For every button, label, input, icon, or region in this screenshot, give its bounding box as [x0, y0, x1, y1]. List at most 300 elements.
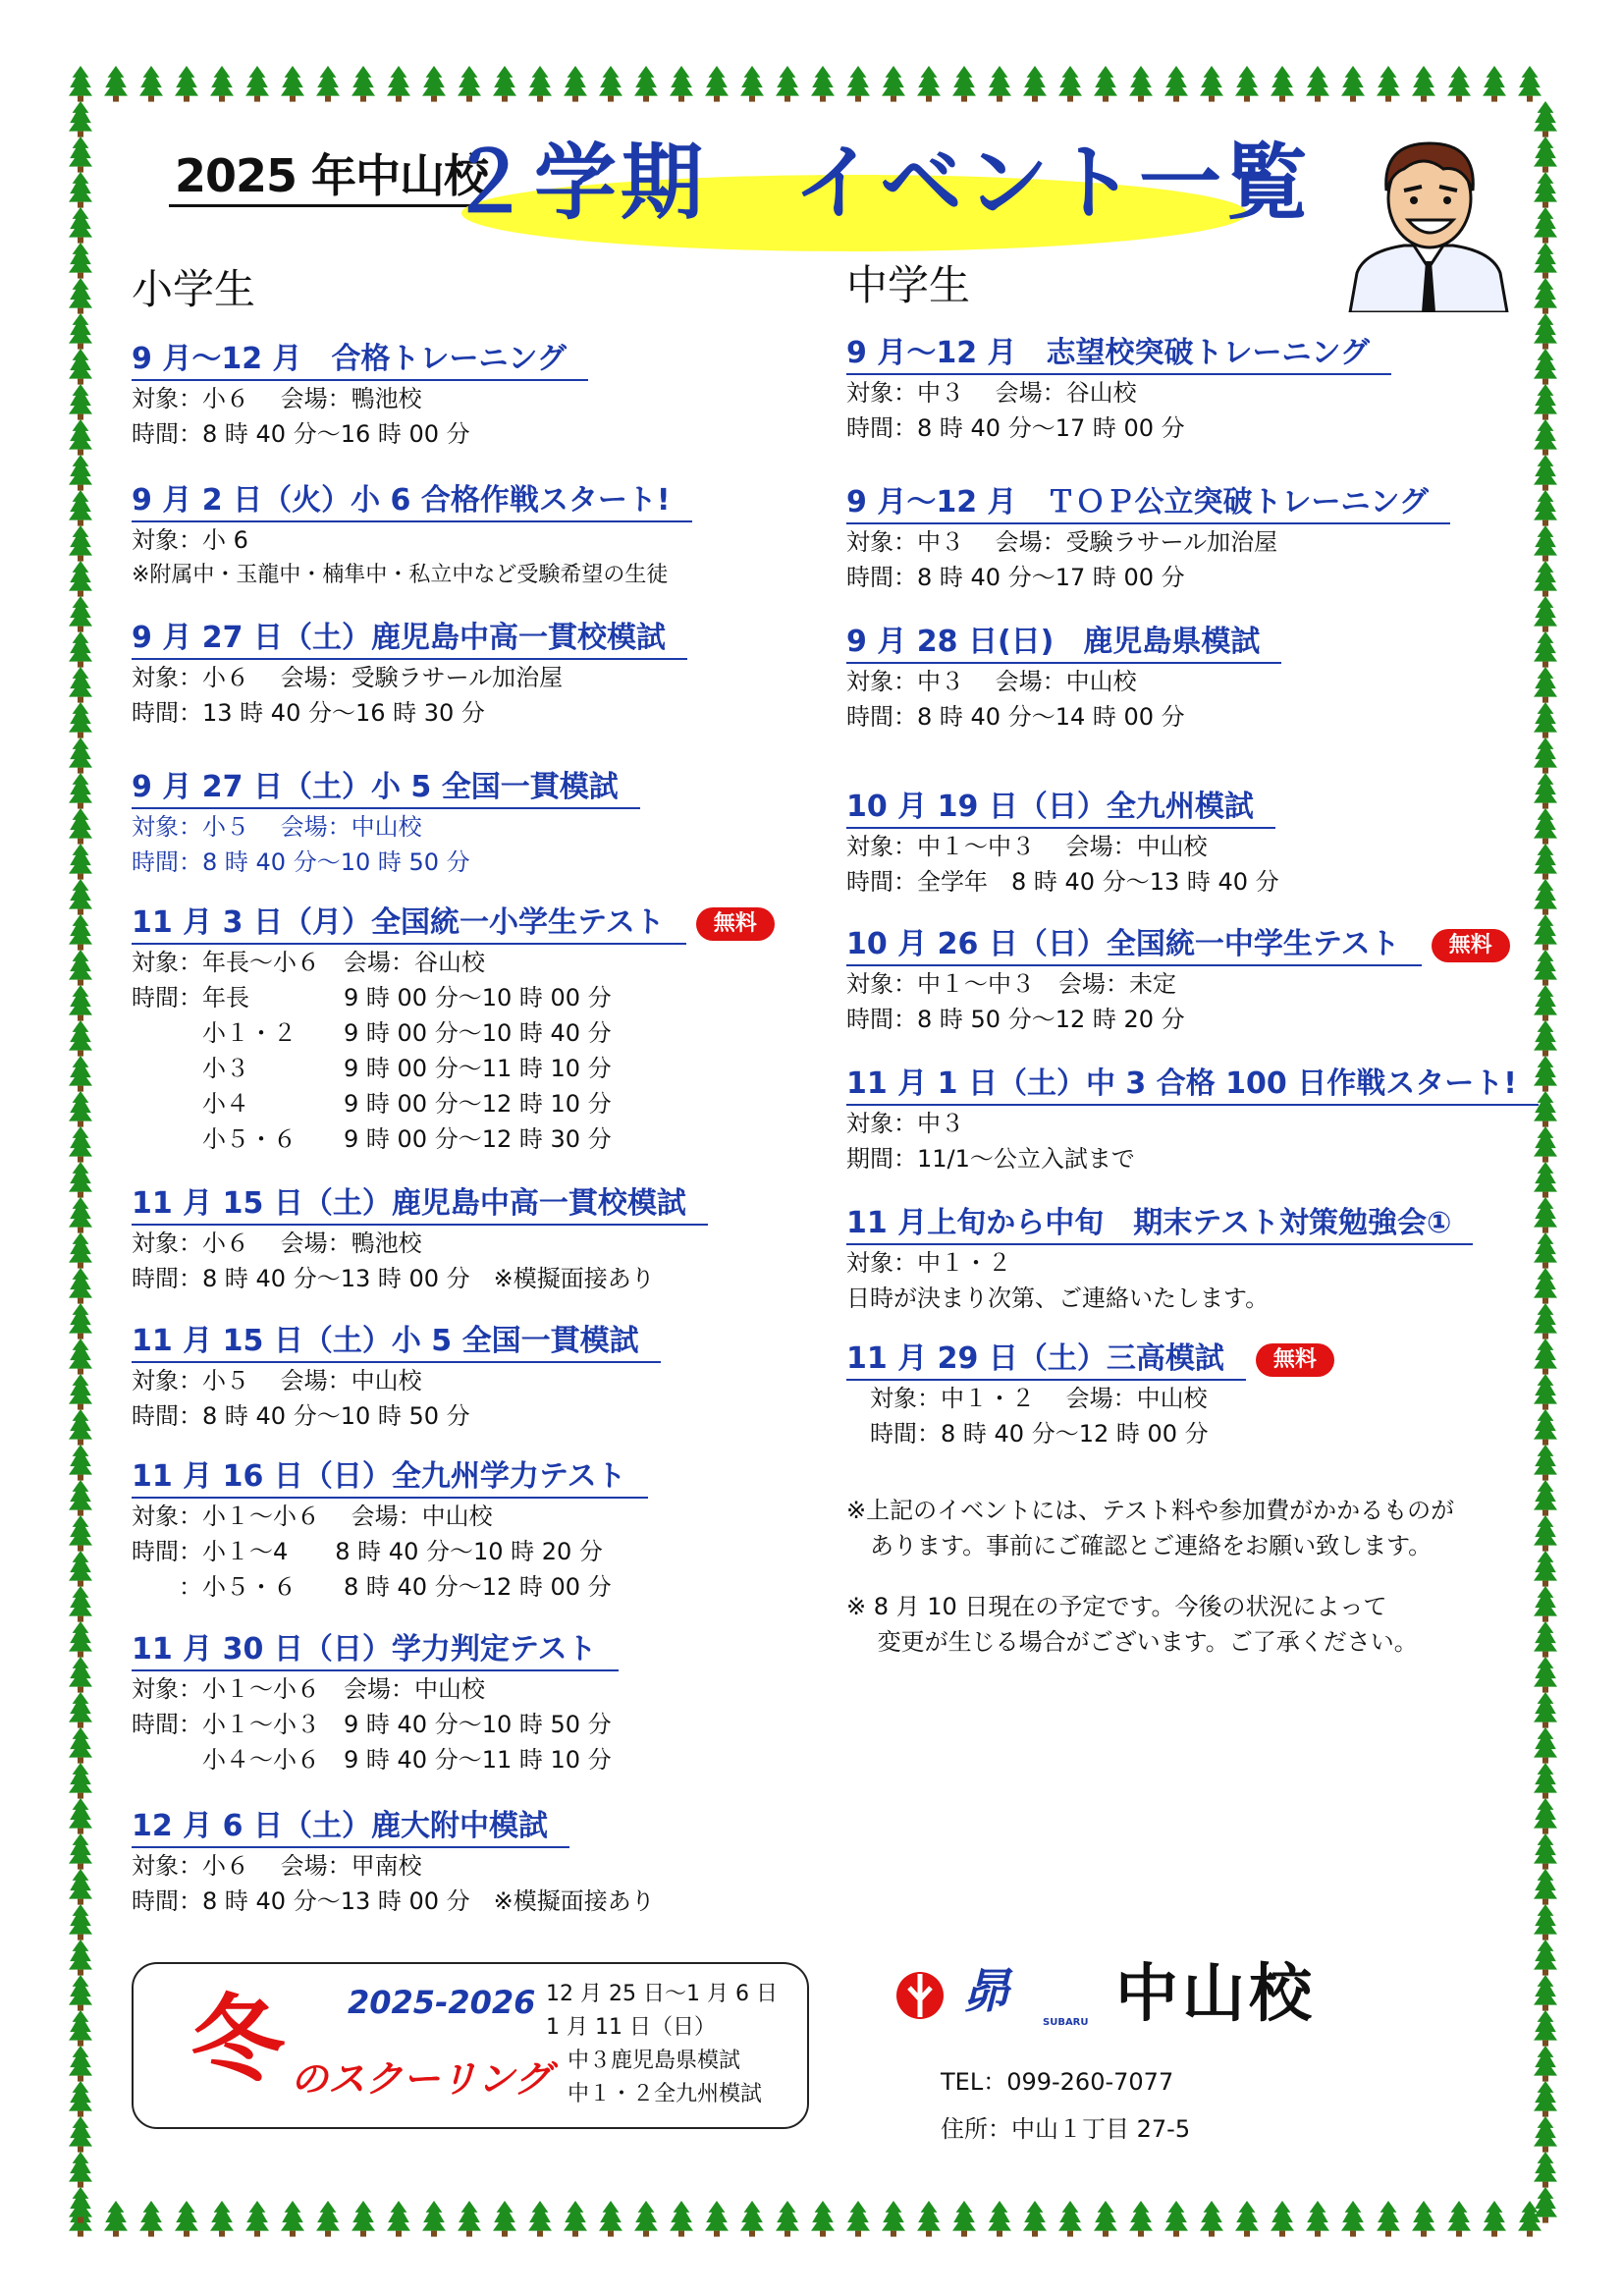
note-line: ※ 8 月 10 日現在の予定です。今後の状況によって — [846, 1593, 1387, 1620]
middle-school-heading: 中学生 — [846, 261, 971, 309]
event-detail: 対象：小６ 会場：鴨池校 — [132, 385, 422, 412]
tree-trunk — [78, 1051, 83, 1057]
tree-trunk — [678, 96, 684, 102]
tree-icon — [1534, 1445, 1557, 1475]
tree-trunk — [997, 2231, 1002, 2237]
tree-trunk — [113, 2231, 119, 2237]
winter-line: 1 月 11 日（日） — [546, 2015, 716, 2040]
tree-trunk — [714, 2231, 720, 2237]
tree-icon — [69, 172, 92, 202]
tree-trunk — [1067, 96, 1073, 102]
tree-trunk — [148, 96, 154, 102]
tree-icon — [316, 66, 340, 96]
tree-icon — [104, 2201, 128, 2231]
tree-trunk — [1542, 1298, 1548, 1304]
tree-trunk — [219, 2231, 225, 2237]
free-badge: 無料 — [696, 907, 775, 941]
tree-icon — [69, 1126, 92, 1157]
tree-icon — [1534, 419, 1557, 450]
tree-icon — [69, 1551, 92, 1581]
event-item — [132, 1457, 648, 1605]
tree-icon — [705, 2201, 729, 2231]
tree-trunk — [78, 980, 83, 986]
event-detail: 期間：11/1～公立入試まで — [846, 1145, 1135, 1173]
tree-icon — [670, 66, 693, 96]
event-detail: 対象：小５ 会場：中山校 — [132, 1367, 422, 1394]
event-item — [846, 1204, 1473, 1316]
event-detail: 時間：8 時 40 分～10 時 50 分 — [132, 848, 470, 876]
tree-trunk — [1315, 96, 1321, 102]
event-item — [846, 334, 1391, 446]
tree-icon — [69, 1056, 92, 1086]
tree-icon — [564, 66, 587, 96]
event-title: 12 月 6 日（土）鹿大附中模試 — [132, 1807, 569, 1848]
tree-trunk — [1542, 414, 1548, 420]
tree-icon — [776, 2201, 799, 2231]
tree-trunk — [78, 1970, 83, 1976]
brand-name: 昴 — [962, 1964, 1010, 2019]
tree-icon — [1483, 2201, 1506, 2231]
tree-icon — [811, 66, 835, 96]
event-detail: ：小５・６ 8 時 40 分～12 時 00 分 — [132, 1573, 612, 1601]
tree-icon — [1534, 2187, 1557, 2217]
tree-icon — [1534, 985, 1557, 1015]
tree-trunk — [254, 96, 260, 102]
tree-trunk — [1542, 2041, 1548, 2047]
tree-icon — [1412, 66, 1435, 96]
tree-icon — [1534, 2116, 1557, 2147]
tree-icon — [1094, 2201, 1117, 2231]
tree-icon — [1534, 1374, 1557, 1404]
event-detail: 対象：年長～小６ 会場：谷山校 — [132, 949, 485, 976]
tree-trunk — [1542, 202, 1548, 208]
notice-fees — [846, 1493, 1454, 1563]
tree-icon — [69, 1975, 92, 2005]
tree-trunk — [78, 238, 83, 244]
tree-icon — [352, 2201, 375, 2231]
tree-trunk — [1244, 96, 1250, 102]
tree-icon — [69, 1621, 92, 1652]
event-detail: 対象：小１～小６ 会場：中山校 — [132, 1503, 493, 1530]
tree-icon — [69, 455, 92, 485]
tree-icon — [69, 2081, 92, 2111]
tree-icon — [69, 137, 92, 167]
tree-trunk — [1209, 2231, 1215, 2237]
tree-icon — [210, 2201, 234, 2231]
tree-icon — [422, 66, 446, 96]
tree-icon — [69, 525, 92, 556]
tree-trunk — [1542, 450, 1548, 456]
tree-trunk — [608, 2231, 614, 2237]
event-detail: 対象：小６ 会場：受験ラサール加治屋 — [132, 664, 564, 691]
tree-trunk — [78, 520, 83, 526]
tree-trunk — [1542, 167, 1548, 173]
tree-icon — [1534, 667, 1557, 697]
tree-trunk — [78, 1793, 83, 1799]
event-item — [132, 340, 588, 452]
tree-icon — [1534, 596, 1557, 627]
tree-trunk — [360, 2231, 366, 2237]
tree-trunk — [78, 1687, 83, 1693]
event-item — [132, 619, 687, 731]
tree-icon — [175, 66, 198, 96]
tree-icon — [564, 2201, 587, 2231]
tree-icon — [1534, 1833, 1557, 1864]
tree-trunk — [1542, 1864, 1548, 1870]
tree-trunk — [1385, 2231, 1391, 2237]
page-title: ２学期 イベント一覧 — [448, 135, 1313, 231]
tree-trunk — [1542, 1157, 1548, 1163]
event-detail: 時間：小１～小３ 9 時 40 分～10 時 50 分 — [132, 1711, 612, 1738]
event-detail: 時間：8 時 40 分～10 時 50 分 — [132, 1402, 470, 1430]
tree-trunk — [1491, 2231, 1497, 2237]
tree-trunk — [1542, 1829, 1548, 1834]
tree-trunk — [1542, 2147, 1548, 2153]
tree-icon — [1341, 66, 1365, 96]
event-detail: 対象：小５ 会場：中山校 — [132, 813, 422, 841]
tree-trunk — [78, 1192, 83, 1198]
tree-trunk — [820, 2231, 826, 2237]
tree-trunk — [78, 909, 83, 915]
tree-trunk — [1209, 96, 1215, 102]
tree-icon — [634, 2201, 658, 2231]
event-title: 10 月 19 日（日）全九州模試 — [846, 788, 1275, 829]
tree-trunk — [78, 1475, 83, 1481]
event-title: 9 月～12 月 合格トレーニング — [132, 340, 588, 381]
tree-icon — [69, 313, 92, 344]
event-detail: 対象：中１・２ 会場：中山校 — [846, 1385, 1208, 1412]
tree-icon — [1534, 278, 1557, 308]
tree-trunk — [1542, 1616, 1548, 1622]
tree-icon — [69, 773, 92, 803]
tree-trunk — [1173, 2231, 1179, 2237]
tree-icon — [1518, 66, 1542, 96]
tree-icon — [1534, 561, 1557, 591]
tree-icon — [1129, 66, 1153, 96]
tree-trunk — [431, 96, 437, 102]
tree-trunk — [325, 2231, 331, 2237]
subaru-logo-icon — [895, 1966, 945, 2023]
tree-icon — [1377, 66, 1400, 96]
tree-icon — [1534, 2081, 1557, 2111]
tree-icon — [1534, 525, 1557, 556]
event-item — [132, 1184, 708, 1296]
tree-trunk — [78, 1864, 83, 1870]
tree-trunk — [1491, 96, 1497, 102]
tree-icon — [1534, 2010, 1557, 2041]
event-detail: 対象：小６ 会場：甲南校 — [132, 1852, 422, 1880]
tree-trunk — [1542, 1510, 1548, 1516]
tree-trunk — [1542, 733, 1548, 738]
tree-trunk — [926, 96, 932, 102]
tree-trunk — [78, 2111, 83, 2117]
tree-icon — [69, 1657, 92, 1687]
tree-trunk — [78, 733, 83, 738]
tree-trunk — [1542, 874, 1548, 880]
tree-icon — [1534, 1869, 1557, 1899]
tree-trunk — [78, 1722, 83, 1728]
event-item — [132, 903, 775, 1157]
tree-trunk — [1542, 1652, 1548, 1658]
tree-trunk — [1542, 1121, 1548, 1127]
note-line: あります。事前にご確認とご連絡をお願い致します。 — [846, 1532, 1433, 1559]
tree-trunk — [78, 1829, 83, 1834]
tree-trunk — [1542, 556, 1548, 562]
tree-icon — [1058, 2201, 1082, 2231]
tree-trunk — [78, 1899, 83, 1905]
tree-trunk — [1542, 697, 1548, 703]
tree-trunk — [78, 2076, 83, 2082]
event-title: 11 月 3 日（月）全国統一小学生テスト — [132, 903, 686, 945]
elementary-heading: 小学生 — [132, 265, 256, 313]
tree-icon — [104, 66, 128, 96]
tree-icon — [1058, 66, 1082, 96]
tree-icon — [952, 66, 976, 96]
tree-trunk — [78, 803, 83, 809]
tree-icon — [1534, 773, 1557, 803]
tree-icon — [599, 2201, 622, 2231]
tree-trunk — [78, 1546, 83, 1552]
tree-icon — [1483, 66, 1506, 96]
event-item — [846, 623, 1281, 735]
tree-trunk — [1103, 96, 1109, 102]
tree-trunk — [537, 96, 543, 102]
tree-trunk — [608, 96, 614, 102]
tree-icon — [69, 1869, 92, 1899]
tree-trunk — [1173, 96, 1179, 102]
tree-icon — [69, 950, 92, 980]
event-detail: 小５・６ 9 時 00 分～12 時 30 分 — [132, 1125, 612, 1153]
tree-trunk — [1542, 1581, 1548, 1587]
tree-trunk — [1542, 1793, 1548, 1799]
tree-trunk — [1279, 2231, 1285, 2237]
tree-icon — [69, 1692, 92, 1722]
tree-trunk — [1542, 1228, 1548, 1233]
tree-trunk — [290, 96, 296, 102]
tree-icon — [1235, 66, 1259, 96]
tree-trunk — [1542, 379, 1548, 385]
tree-trunk — [78, 2041, 83, 2047]
tree-icon — [69, 1162, 92, 1192]
tree-icon — [1534, 1727, 1557, 1758]
event-title: 11 月 16 日（日）全九州学力テスト — [132, 1457, 648, 1499]
tree-trunk — [254, 2231, 260, 2237]
winter-school-box — [132, 1962, 809, 2129]
tree-icon — [1023, 66, 1047, 96]
tree-trunk — [1542, 909, 1548, 915]
tree-icon — [69, 1515, 92, 1546]
tree-icon — [1271, 66, 1294, 96]
event-title: 9 月 27 日（土）小 5 全国一貫模試 — [132, 768, 640, 809]
tree-trunk — [1385, 96, 1391, 102]
tree-icon — [988, 66, 1011, 96]
tree-trunk — [1542, 485, 1548, 491]
tree-trunk — [1542, 132, 1548, 137]
free-badge: 無料 — [1432, 929, 1510, 962]
tree-trunk — [113, 96, 119, 102]
tree-trunk — [78, 1228, 83, 1233]
tree-icon — [69, 1586, 92, 1616]
tree-icon — [1534, 1409, 1557, 1440]
tree-trunk — [1032, 96, 1038, 102]
tree-icon — [69, 1020, 92, 1051]
tree-trunk — [78, 1121, 83, 1127]
tree-icon — [1534, 1197, 1557, 1228]
tree-icon — [387, 66, 410, 96]
tree-trunk — [1542, 1051, 1548, 1057]
event-detail: 時間：8 時 50 分～12 時 20 分 — [846, 1006, 1185, 1033]
event-detail: 時間：8 時 40 分～16 時 00 分 — [132, 420, 470, 448]
tree-trunk — [78, 556, 83, 562]
tree-trunk — [537, 2231, 543, 2237]
tree-trunk — [78, 167, 83, 173]
tree-trunk — [78, 1758, 83, 1764]
tree-trunk — [1421, 96, 1427, 102]
tree-trunk — [78, 697, 83, 703]
tree-icon — [1534, 950, 1557, 980]
tree-trunk — [78, 1652, 83, 1658]
notice-schedule — [846, 1589, 1418, 1660]
tree-icon — [69, 1727, 92, 1758]
event-detail: 小４～小６ 9 時 40 分～11 時 10 分 — [132, 1746, 612, 1774]
tree-icon — [740, 2201, 764, 2231]
tree-icon — [528, 66, 552, 96]
winter-schedule — [546, 1978, 778, 2111]
tree-trunk — [1542, 2182, 1548, 2188]
tree-icon — [69, 1374, 92, 1404]
tree-icon — [1271, 2201, 1294, 2231]
tree-trunk — [78, 1404, 83, 1410]
tree-icon — [69, 243, 92, 273]
tree-trunk — [1542, 768, 1548, 774]
event-detail: 小４ 9 時 00 分～12 時 10 分 — [132, 1090, 612, 1118]
brand-subtitle: SUBARU — [1043, 2017, 1089, 2028]
event-detail: 時間：年長 9 時 00 分～10 時 00 分 — [132, 984, 612, 1011]
tree-trunk — [643, 2231, 649, 2237]
tree-icon — [1341, 2201, 1365, 2231]
tree-icon — [69, 384, 92, 414]
tree-trunk — [1542, 1086, 1548, 1092]
tree-icon — [1094, 66, 1117, 96]
tree-icon — [1534, 101, 1557, 132]
event-detail: 時間：8 時 40 分～17 時 00 分 — [846, 414, 1185, 442]
tree-icon — [69, 1232, 92, 1263]
event-title: 10 月 26 日（日）全国統一中学生テスト — [846, 925, 1422, 966]
tree-trunk — [749, 2231, 755, 2237]
tree-trunk — [1542, 1369, 1548, 1375]
tree-trunk — [1542, 945, 1548, 951]
tree-trunk — [502, 2231, 508, 2237]
tree-icon — [634, 66, 658, 96]
event-title: 9 月～12 月 ＴＯＰ公立突破トレーニング — [846, 483, 1450, 524]
winter-line: 12 月 25 日～1 月 6 日 — [546, 1982, 778, 2006]
tree-trunk — [926, 2231, 932, 2237]
tree-trunk — [1542, 1758, 1548, 1764]
tree-icon — [69, 561, 92, 591]
event-detail: ※附属中・玉龍中・楠隼中・私立中など受験希望の生徒 — [132, 563, 669, 587]
tree-icon — [245, 2201, 269, 2231]
tree-trunk — [1315, 2231, 1321, 2237]
tree-trunk — [78, 839, 83, 845]
event-detail: 時間：8 時 40 分～12 時 00 分 — [846, 1420, 1209, 1448]
tree-trunk — [78, 1086, 83, 1092]
tree-trunk — [784, 2231, 790, 2237]
tree-icon — [988, 2201, 1011, 2231]
tree-trunk — [325, 96, 331, 102]
tree-icon — [387, 2201, 410, 2231]
tree-trunk — [714, 96, 720, 102]
tree-icon — [1534, 1657, 1557, 1687]
winter-kanji: 冬 — [190, 1985, 285, 2095]
tree-trunk — [891, 96, 896, 102]
event-detail: 対象：小１～小６ 会場：中山校 — [132, 1675, 485, 1703]
tree-trunk — [78, 308, 83, 314]
tree-icon — [952, 2201, 976, 2231]
event-item — [846, 788, 1279, 900]
tree-trunk — [1542, 1970, 1548, 1976]
tree-trunk — [1542, 1899, 1548, 1905]
tree-icon — [69, 490, 92, 520]
tree-trunk — [1456, 96, 1462, 102]
tree-trunk — [78, 1263, 83, 1269]
tree-icon — [69, 1303, 92, 1334]
tree-icon — [69, 844, 92, 874]
tree-trunk — [1350, 96, 1356, 102]
event-detail: 時間：8 時 40 分～13 時 00 分 ※模擬面接あり — [132, 1887, 655, 1915]
tree-trunk — [78, 1157, 83, 1163]
tree-trunk — [290, 2231, 296, 2237]
tree-trunk — [396, 96, 402, 102]
tree-icon — [69, 278, 92, 308]
tree-trunk — [78, 591, 83, 597]
winter-schooling-name: のスクーリング — [291, 2057, 552, 2101]
tree-icon — [1534, 490, 1557, 520]
tree-icon — [599, 66, 622, 96]
phone-number: TEL：099-260-7077 — [941, 2068, 1174, 2096]
tree-trunk — [78, 945, 83, 951]
tree-trunk — [1542, 2217, 1548, 2223]
tree-icon — [281, 2201, 304, 2231]
tree-icon — [69, 596, 92, 627]
tree-icon — [882, 2201, 905, 2231]
tree-trunk — [78, 1334, 83, 1339]
tree-trunk — [1542, 591, 1548, 597]
tree-trunk — [1542, 1440, 1548, 1446]
tree-icon — [1534, 738, 1557, 768]
tree-icon — [1534, 631, 1557, 662]
tree-trunk — [219, 96, 225, 102]
tree-trunk — [78, 485, 83, 491]
tree-trunk — [78, 132, 83, 137]
tree-trunk — [78, 627, 83, 632]
tree-icon — [69, 1091, 92, 1121]
event-title: 11 月上旬から中旬 期末テスト対策勉強会① — [846, 1204, 1473, 1245]
tree-trunk — [572, 2231, 578, 2237]
tree-icon — [316, 2201, 340, 2231]
tree-trunk — [148, 2231, 154, 2237]
tree-icon — [69, 1798, 92, 1829]
event-title: 11 月 15 日（土）小 5 全国一貫模試 — [132, 1322, 661, 1363]
tree-icon — [528, 2201, 552, 2231]
tree-icon — [1534, 1303, 1557, 1334]
event-detail: 時間：小１～4 8 時 40 分～10 時 20 分 — [132, 1538, 603, 1565]
tree-icon — [69, 66, 92, 96]
tree-icon — [882, 66, 905, 96]
tree-icon — [1534, 879, 1557, 909]
tree-icon — [1129, 2201, 1153, 2231]
teacher-mascot-icon — [1345, 126, 1512, 312]
tree-trunk — [1542, 803, 1548, 809]
